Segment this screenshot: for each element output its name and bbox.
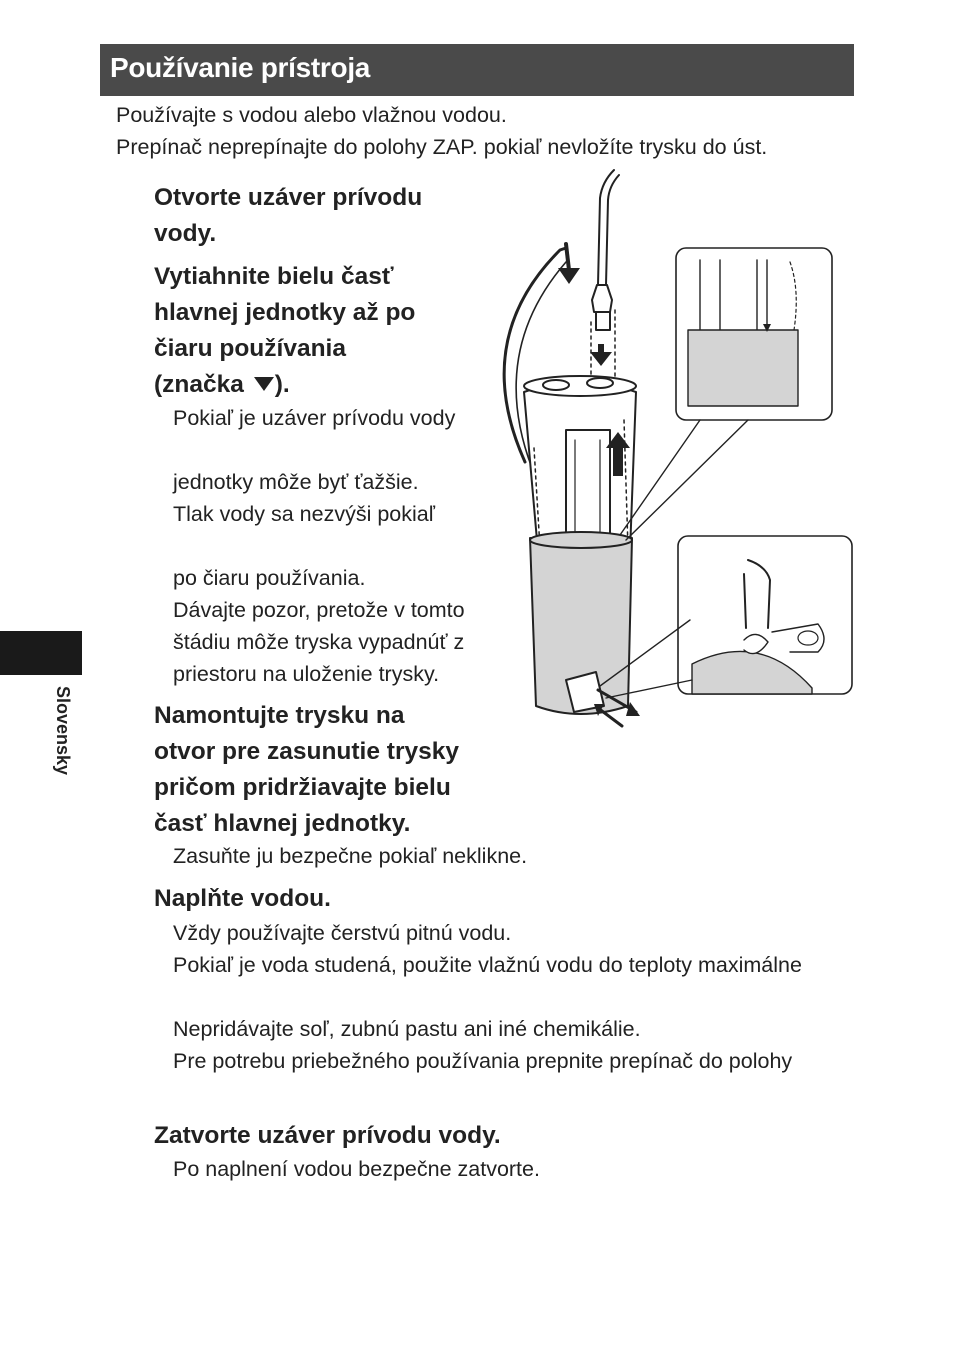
step2-title-line1: Vytiahnite bielu časť [154, 263, 394, 290]
step5-title: Zatvorte uzáver prívodu vody. [154, 1122, 501, 1149]
step2-line4-prefix: (značka [154, 371, 251, 398]
step2-title-line2: hlavnej jednotky až po [154, 299, 416, 326]
language-label: Slovensky [53, 686, 73, 776]
step2-line4-suffix: ). [274, 371, 290, 398]
step2-note-4: po čiaru používania. [173, 566, 366, 590]
step1-title-line2: vody. [154, 220, 217, 247]
step4-note-1: Vždy používajte čerstvú pitnú vodu. [173, 921, 512, 945]
page-title: Používanie prístroja [110, 52, 371, 83]
step4-note-4: Pre potrebu priebežného používania prepnite prepínač do polohy [173, 1049, 793, 1073]
step1-title-line1: Otvorte uzáver prívodu [154, 184, 423, 211]
step3-title-line3: pričom pridržiavajte bielu [154, 774, 451, 801]
intro-line-2: Prepínač neprepínajte do polohy ZAP. pokiaľ nevložíte trysku do úst. [116, 135, 768, 159]
step5-note: Po naplnení vodou bezpečne zatvorte. [173, 1157, 540, 1181]
step2-note-2: jednotky môže byť ťažšie. [173, 470, 419, 494]
step4-note-2: Pokiaľ je voda studená, použite vlažnú vodu do teploty maximálne [173, 953, 802, 977]
step4-note-3: Nepridávajte soľ, zubnú pastu ani iné chemikálie. [173, 1017, 641, 1041]
down-arrow-icon [590, 344, 612, 366]
intro-line-1: Používajte s vodou alebo vlažnou vodou. [116, 103, 507, 127]
step2-note-3: Tlak vody sa nezvýši pokiaľ [173, 502, 435, 526]
step3-note: Zasuňte ju bezpečne pokiaľ neklikne. [173, 844, 528, 868]
nozzle-icon [592, 170, 619, 330]
step3-title-line4: časť hlavnej jednotky. [154, 810, 411, 837]
step3-title-line1: Namontujte trysku na [154, 702, 405, 729]
step3-title-line2: otvor pre zasunutie trysky [154, 738, 459, 765]
step4-title: Naplňte vodou. [154, 885, 331, 912]
step2-note-5: Dávajte pozor, pretože v tomto [173, 598, 465, 622]
step2-title-line3: čiaru používania [154, 335, 346, 362]
step2-note-1: Pokiaľ je uzáver prívodu vody [173, 406, 456, 430]
step2-note-6: štádiu môže tryska vypadnúť z [173, 630, 465, 654]
step2-note-7: priestoru na uloženie trysky. [173, 662, 440, 686]
